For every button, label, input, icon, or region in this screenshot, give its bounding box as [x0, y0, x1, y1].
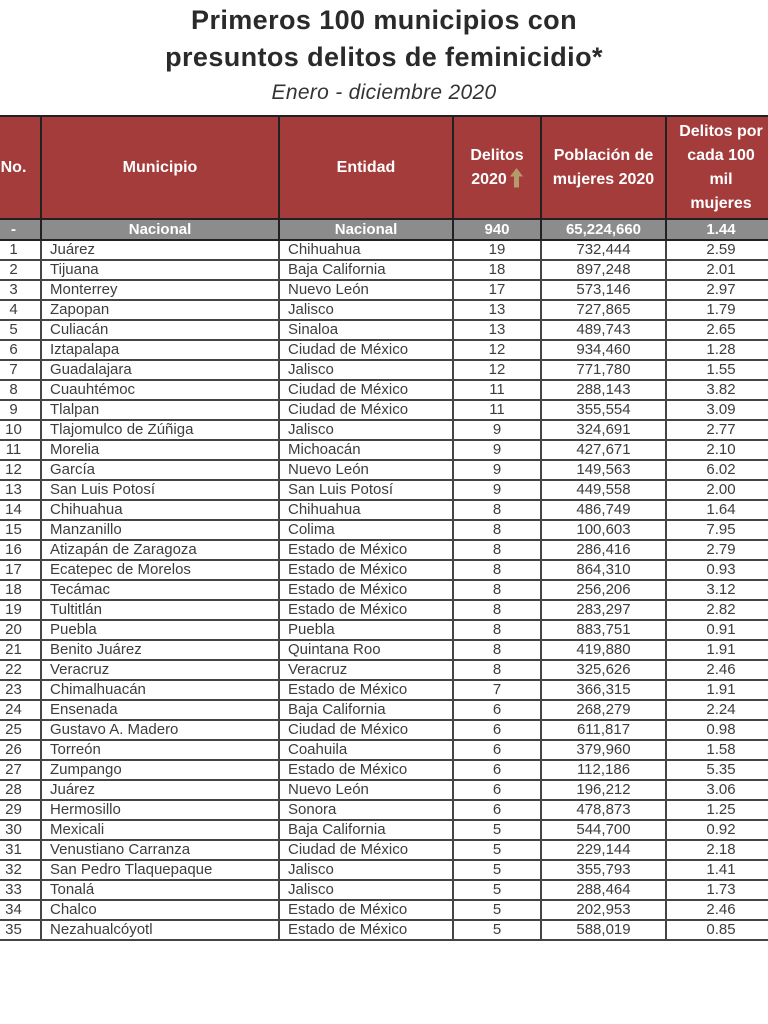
entidad-cell: Baja California [279, 260, 453, 280]
tasa-cell: 6.02 [666, 460, 768, 480]
entidad-cell: Ciudad de México [279, 380, 453, 400]
delitos-cell: 12 [453, 360, 541, 380]
entidad-cell: Jalisco [279, 360, 453, 380]
table-row [0, 560, 768, 580]
row-number-cell: 2 [0, 260, 41, 280]
poblacion-cell: 727,865 [541, 300, 666, 320]
poblacion-cell: 202,953 [541, 900, 666, 920]
row-number-cell: 21 [0, 640, 41, 660]
row-number-cell: 13 [0, 480, 41, 500]
tasa-cell: 3.12 [666, 580, 768, 600]
delitos-cell: 6 [453, 740, 541, 760]
tasa-cell: 2.24 [666, 700, 768, 720]
entidad-cell: Michoacán [279, 440, 453, 460]
delitos-cell: 8 [453, 500, 541, 520]
row-number-cell: 18 [0, 580, 41, 600]
row-number-cell: 22 [0, 660, 41, 680]
poblacion-cell: 112,186 [541, 760, 666, 780]
poblacion-cell: 486,749 [541, 500, 666, 520]
row-number-cell: 7 [0, 360, 41, 380]
delitos-cell: 8 [453, 640, 541, 660]
municipio-cell: Tlajomulco de Zúñiga [41, 420, 279, 440]
national-poblacion-cell: 65,224,660 [541, 219, 666, 240]
table-row [0, 820, 768, 840]
entidad-cell: Estado de México [279, 580, 453, 600]
row-number-cell: 14 [0, 500, 41, 520]
row-number-cell: 6 [0, 340, 41, 360]
row-number-cell: 24 [0, 700, 41, 720]
delitos-cell: 8 [453, 560, 541, 580]
poblacion-cell: 478,873 [541, 800, 666, 820]
table-row [0, 380, 768, 400]
page-subtitle: Enero - diciembre 2020 [271, 81, 497, 104]
table-row [0, 700, 768, 720]
entidad-cell: Ciudad de México [279, 840, 453, 860]
table-body [0, 219, 768, 940]
tasa-cell: 2.46 [666, 660, 768, 680]
entidad-cell: Estado de México [279, 560, 453, 580]
row-number-cell: 27 [0, 760, 41, 780]
row-number-cell: 16 [0, 540, 41, 560]
table-row [0, 600, 768, 620]
municipio-cell: García [41, 460, 279, 480]
column-header-tasa-label: Delitos por cada 100 mil mujeres [679, 122, 763, 212]
tasa-cell: 2.00 [666, 480, 768, 500]
table-row [0, 920, 768, 940]
tasa-cell: 1.64 [666, 500, 768, 520]
poblacion-cell: 588,019 [541, 920, 666, 940]
delitos-cell: 5 [453, 920, 541, 940]
municipio-cell: Monterrey [41, 280, 279, 300]
municipio-cell: Juárez [41, 240, 279, 260]
tasa-cell: 3.06 [666, 780, 768, 800]
table-row [0, 780, 768, 800]
tasa-cell: 1.28 [666, 340, 768, 360]
tasa-cell: 1.25 [666, 800, 768, 820]
entidad-cell: Chihuahua [279, 240, 453, 260]
row-number-cell: 34 [0, 900, 41, 920]
delitos-cell: 8 [453, 520, 541, 540]
entidad-cell: Ciudad de México [279, 400, 453, 420]
table-row [0, 460, 768, 480]
tasa-cell: 0.93 [666, 560, 768, 580]
column-header-delitos-label: Delitos 2020 [470, 146, 524, 188]
delitos-cell: 13 [453, 300, 541, 320]
entidad-cell: Estado de México [279, 680, 453, 700]
municipio-cell: Guadalajara [41, 360, 279, 380]
entidad-cell: Jalisco [279, 300, 453, 320]
statistics-table-wrap [0, 115, 768, 941]
sort-up-arrow-icon [510, 168, 523, 188]
delitos-cell: 9 [453, 480, 541, 500]
national-summary-row [0, 219, 768, 240]
entidad-cell: Quintana Roo [279, 640, 453, 660]
municipio-cell: Nezahualcóyotl [41, 920, 279, 940]
entidad-cell: Coahuila [279, 740, 453, 760]
delitos-cell: 8 [453, 660, 541, 680]
poblacion-cell: 268,279 [541, 700, 666, 720]
poblacion-cell: 379,960 [541, 740, 666, 760]
poblacion-cell: 324,691 [541, 420, 666, 440]
poblacion-cell: 544,700 [541, 820, 666, 840]
tasa-cell: 2.65 [666, 320, 768, 340]
entidad-cell: Estado de México [279, 900, 453, 920]
table-row [0, 620, 768, 640]
row-number-cell: 33 [0, 880, 41, 900]
table-row [0, 320, 768, 340]
poblacion-cell: 427,671 [541, 440, 666, 460]
row-number-cell: 25 [0, 720, 41, 740]
tasa-cell: 1.79 [666, 300, 768, 320]
municipio-cell: Chalco [41, 900, 279, 920]
table-row [0, 420, 768, 440]
entidad-cell: Nuevo León [279, 280, 453, 300]
entidad-cell: Ciudad de México [279, 720, 453, 740]
delitos-cell: 5 [453, 880, 541, 900]
municipio-cell: Chihuahua [41, 500, 279, 520]
column-header-no [0, 116, 41, 219]
municipio-cell: Morelia [41, 440, 279, 460]
delitos-cell: 9 [453, 460, 541, 480]
municipio-cell: Iztapalapa [41, 340, 279, 360]
tasa-cell: 2.79 [666, 540, 768, 560]
entidad-cell: Jalisco [279, 860, 453, 880]
municipio-cell: Tecámac [41, 580, 279, 600]
delitos-cell: 19 [453, 240, 541, 260]
row-number-cell: 23 [0, 680, 41, 700]
column-header-municipio [41, 116, 279, 219]
poblacion-cell: 449,558 [541, 480, 666, 500]
poblacion-cell: 100,603 [541, 520, 666, 540]
municipio-cell: Torreón [41, 740, 279, 760]
poblacion-cell: 196,212 [541, 780, 666, 800]
row-number-cell: 1 [0, 240, 41, 260]
row-number-cell: 35 [0, 920, 41, 940]
entidad-cell: Baja California [279, 820, 453, 840]
column-header-delitos [453, 116, 541, 219]
poblacion-cell: 611,817 [541, 720, 666, 740]
entidad-cell: Jalisco [279, 880, 453, 900]
municipio-cell: San Luis Potosí [41, 480, 279, 500]
municipio-cell: Tonalá [41, 880, 279, 900]
tasa-cell: 1.41 [666, 860, 768, 880]
delitos-cell: 11 [453, 380, 541, 400]
poblacion-cell: 771,780 [541, 360, 666, 380]
tasa-cell: 0.92 [666, 820, 768, 840]
municipio-cell: Veracruz [41, 660, 279, 680]
poblacion-cell: 732,444 [541, 240, 666, 260]
entidad-cell: Baja California [279, 700, 453, 720]
delitos-cell: 5 [453, 900, 541, 920]
tasa-cell: 0.91 [666, 620, 768, 640]
column-header-entidad [279, 116, 453, 219]
municipio-cell: Tultitlán [41, 600, 279, 620]
table-row [0, 720, 768, 740]
table-row [0, 660, 768, 680]
municipio-cell: Mexicali [41, 820, 279, 840]
row-number-cell: 17 [0, 560, 41, 580]
entidad-cell: Colima [279, 520, 453, 540]
row-number-cell: 12 [0, 460, 41, 480]
municipio-cell: San Pedro Tlaquepaque [41, 860, 279, 880]
entidad-cell: Sonora [279, 800, 453, 820]
delitos-cell: 8 [453, 620, 541, 640]
delitos-cell: 12 [453, 340, 541, 360]
row-number-cell: 31 [0, 840, 41, 860]
tasa-cell: 2.18 [666, 840, 768, 860]
delitos-cell: 6 [453, 760, 541, 780]
delitos-cell: 9 [453, 420, 541, 440]
poblacion-cell: 355,793 [541, 860, 666, 880]
poblacion-cell: 355,554 [541, 400, 666, 420]
tasa-cell: 2.01 [666, 260, 768, 280]
table-row [0, 480, 768, 500]
poblacion-cell: 897,248 [541, 260, 666, 280]
delitos-cell: 17 [453, 280, 541, 300]
table-row [0, 340, 768, 360]
column-header-entidad-label: Entidad [336, 158, 396, 176]
delitos-cell: 8 [453, 600, 541, 620]
poblacion-cell: 283,297 [541, 600, 666, 620]
table-row [0, 580, 768, 600]
tasa-cell: 0.85 [666, 920, 768, 940]
entidad-cell: Puebla [279, 620, 453, 640]
poblacion-cell: 149,563 [541, 460, 666, 480]
row-number-cell: 28 [0, 780, 41, 800]
table-row [0, 360, 768, 380]
municipio-cell: Atizapán de Zaragoza [41, 540, 279, 560]
entidad-cell: Sinaloa [279, 320, 453, 340]
poblacion-cell: 256,206 [541, 580, 666, 600]
tasa-cell: 2.82 [666, 600, 768, 620]
tasa-cell: 1.55 [666, 360, 768, 380]
row-number-cell: 29 [0, 800, 41, 820]
tasa-cell: 1.91 [666, 680, 768, 700]
row-number-cell: 32 [0, 860, 41, 880]
table-row [0, 540, 768, 560]
municipio-cell: Zumpango [41, 760, 279, 780]
row-number-cell: 19 [0, 600, 41, 620]
delitos-cell: 5 [453, 860, 541, 880]
national-tasa-cell: 1.44 [666, 219, 768, 240]
municipio-cell: Benito Juárez [41, 640, 279, 660]
poblacion-cell: 286,416 [541, 540, 666, 560]
table-row [0, 260, 768, 280]
column-header-municipio-label: Municipio [122, 158, 198, 176]
poblacion-cell: 325,626 [541, 660, 666, 680]
delitos-cell: 9 [453, 440, 541, 460]
tasa-cell: 7.95 [666, 520, 768, 540]
municipio-cell: Venustiano Carranza [41, 840, 279, 860]
table-row [0, 880, 768, 900]
header-row [0, 116, 768, 219]
national-entidad-cell: Nacional [279, 219, 453, 240]
table-row [0, 440, 768, 460]
row-number-cell: 30 [0, 820, 41, 840]
poblacion-cell: 288,464 [541, 880, 666, 900]
poblacion-cell: 573,146 [541, 280, 666, 300]
column-header-poblacion-label: Población de mujeres 2020 [552, 146, 655, 188]
row-number-cell: 9 [0, 400, 41, 420]
row-number-cell: 26 [0, 740, 41, 760]
table-row [0, 300, 768, 320]
table-row [0, 740, 768, 760]
tasa-cell: 1.58 [666, 740, 768, 760]
entidad-cell: Estado de México [279, 920, 453, 940]
row-number-cell: 5 [0, 320, 41, 340]
tasa-cell: 2.97 [666, 280, 768, 300]
tasa-cell: 5.35 [666, 760, 768, 780]
national-no-cell: - [0, 219, 41, 240]
row-number-cell: 20 [0, 620, 41, 640]
delitos-cell: 8 [453, 540, 541, 560]
tasa-cell: 2.46 [666, 900, 768, 920]
row-number-cell: 10 [0, 420, 41, 440]
national-municipio-cell: Nacional [41, 219, 279, 240]
entidad-cell: Ciudad de México [279, 340, 453, 360]
table-row [0, 860, 768, 880]
table-row [0, 900, 768, 920]
table-row [0, 400, 768, 420]
poblacion-cell: 419,880 [541, 640, 666, 660]
entidad-cell: Jalisco [279, 420, 453, 440]
delitos-cell: 5 [453, 840, 541, 860]
tasa-cell: 3.82 [666, 380, 768, 400]
page-title-line2: presuntos delitos de feminicidio* [165, 42, 603, 72]
row-number-cell: 15 [0, 520, 41, 540]
delitos-cell: 18 [453, 260, 541, 280]
page-title-line1: Primeros 100 municipios con [191, 5, 577, 35]
column-header-no-label: No. [0, 158, 27, 176]
delitos-cell: 8 [453, 580, 541, 600]
statistics-table [0, 115, 768, 941]
row-number-cell: 8 [0, 380, 41, 400]
national-delitos-cell: 940 [453, 219, 541, 240]
delitos-cell: 6 [453, 720, 541, 740]
delitos-cell: 5 [453, 820, 541, 840]
table-row [0, 500, 768, 520]
poblacion-cell: 229,144 [541, 840, 666, 860]
tasa-cell: 2.77 [666, 420, 768, 440]
entidad-cell: Veracruz [279, 660, 453, 680]
column-header-poblacion [541, 116, 666, 219]
municipio-cell: Tlalpan [41, 400, 279, 420]
municipio-cell: Puebla [41, 620, 279, 640]
tasa-cell: 3.09 [666, 400, 768, 420]
delitos-cell: 11 [453, 400, 541, 420]
entidad-cell: San Luis Potosí [279, 480, 453, 500]
municipio-cell: Manzanillo [41, 520, 279, 540]
table-row [0, 280, 768, 300]
entidad-cell: Estado de México [279, 760, 453, 780]
row-number-cell: 4 [0, 300, 41, 320]
delitos-cell: 13 [453, 320, 541, 340]
entidad-cell: Chihuahua [279, 500, 453, 520]
tasa-cell: 1.91 [666, 640, 768, 660]
poblacion-cell: 288,143 [541, 380, 666, 400]
delitos-cell: 7 [453, 680, 541, 700]
municipio-cell: Juárez [41, 780, 279, 800]
municipio-cell: Zapopan [41, 300, 279, 320]
table-row [0, 800, 768, 820]
table-row [0, 240, 768, 260]
table-row [0, 760, 768, 780]
tasa-cell: 0.98 [666, 720, 768, 740]
municipio-cell: Gustavo A. Madero [41, 720, 279, 740]
delitos-cell: 6 [453, 800, 541, 820]
title-block [0, 2, 768, 105]
municipio-cell: Tijuana [41, 260, 279, 280]
poblacion-cell: 883,751 [541, 620, 666, 640]
row-number-cell: 3 [0, 280, 41, 300]
tasa-cell: 2.59 [666, 240, 768, 260]
entidad-cell: Nuevo León [279, 780, 453, 800]
poblacion-cell: 366,315 [541, 680, 666, 700]
municipio-cell: Cuauhtémoc [41, 380, 279, 400]
municipio-cell: Culiacán [41, 320, 279, 340]
poblacion-cell: 934,460 [541, 340, 666, 360]
entidad-cell: Estado de México [279, 600, 453, 620]
table-row [0, 680, 768, 700]
table-row [0, 840, 768, 860]
tasa-cell: 2.10 [666, 440, 768, 460]
municipio-cell: Chimalhuacán [41, 680, 279, 700]
table-row [0, 640, 768, 660]
municipio-cell: Hermosillo [41, 800, 279, 820]
poblacion-cell: 489,743 [541, 320, 666, 340]
entidad-cell: Nuevo León [279, 460, 453, 480]
table-row [0, 520, 768, 540]
poblacion-cell: 864,310 [541, 560, 666, 580]
municipio-cell: Ensenada [41, 700, 279, 720]
column-header-tasa [666, 116, 768, 219]
row-number-cell: 11 [0, 440, 41, 460]
tasa-cell: 1.73 [666, 880, 768, 900]
delitos-cell: 6 [453, 780, 541, 800]
delitos-cell: 6 [453, 700, 541, 720]
municipio-cell: Ecatepec de Morelos [41, 560, 279, 580]
entidad-cell: Estado de México [279, 540, 453, 560]
